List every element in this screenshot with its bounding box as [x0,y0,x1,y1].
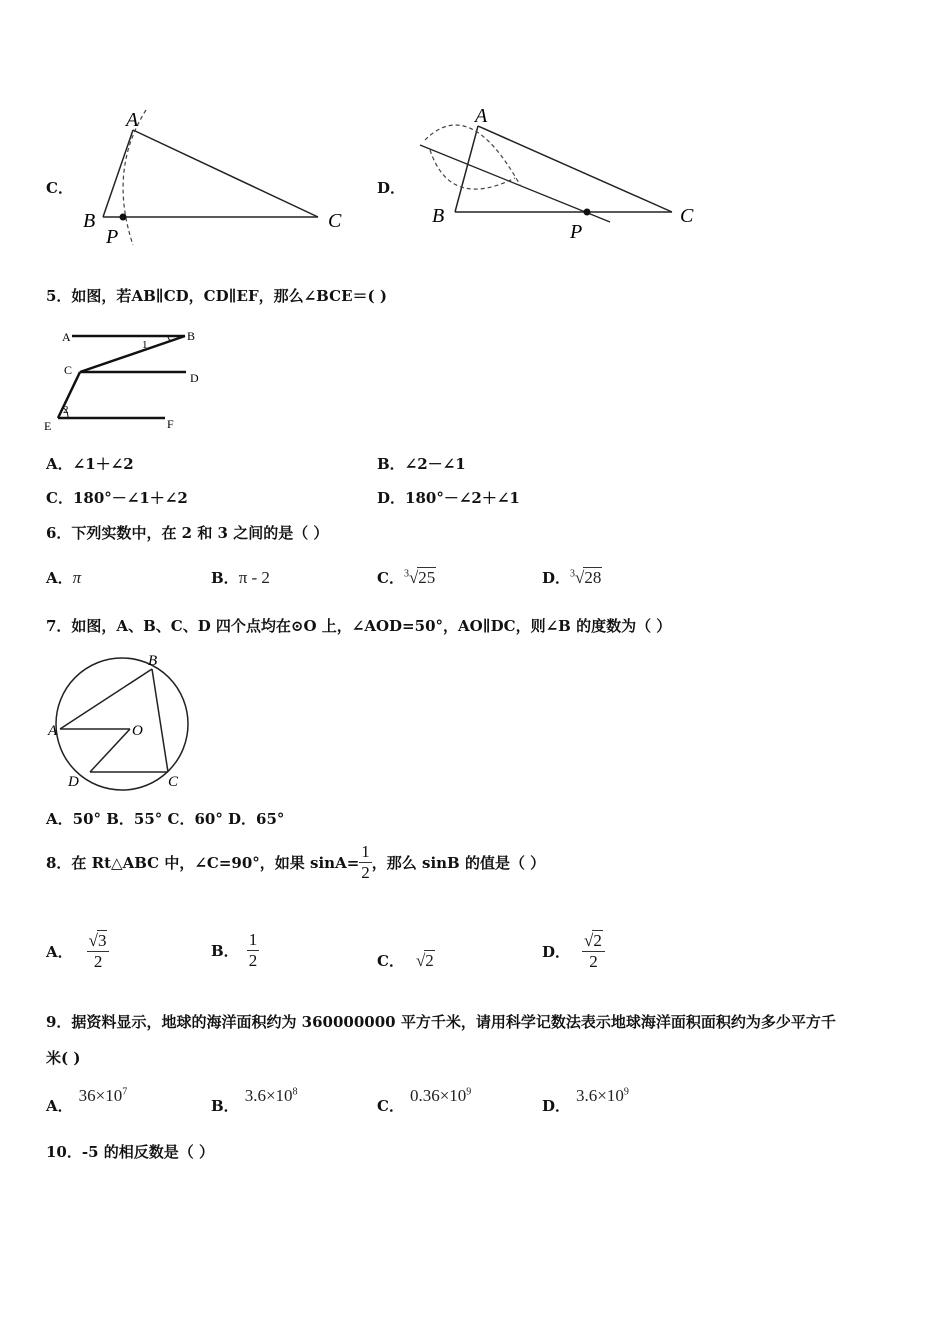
q5-stem: 5．如图，若AB∥CD，CD∥EF，那么∠BCE＝( ) [46,287,387,305]
q9-stem-line2: 米( ) [46,1049,81,1067]
q4-option-c-label: C． [46,179,73,197]
q8-stem: 8．在 Rt△ABC 中，∠C=90°，如果 sinA= $\frac{1}{2}$ ，那么 sinB 的值是（ ） [46,842,546,882]
q4-figure-d [410,100,710,250]
q5-option-a: A．∠1＋∠2 [46,455,134,473]
q6-option-b-value: π - 2 [238,568,270,587]
q5-option-d: D．180°－∠2＋∠1 [377,489,520,507]
q9-option-a: A．$36\times 10^7$ [46,1086,128,1115]
q6-stem: 6．下列实数中，在 2 和 3 之间的是（ ） [46,524,329,542]
q5-label-c: C [64,363,73,377]
q8-option-c: C． √2 [377,951,434,970]
q5-label-e: E [44,419,52,433]
q7-label-d: D [68,774,79,790]
q8-sina-num: 1 [361,842,370,861]
q7-label-a: A [48,723,58,739]
q4d-label-c: C [680,205,694,227]
q10-stem: 10．-5 的相反数是（ ） [46,1143,214,1161]
q7-label-c: C [168,774,179,790]
q8-option-a: A． $\frac{√3}{2}$ [46,930,109,972]
q4-figure-c [78,100,358,250]
q9-option-c: C．$0.36\times 10^9$ [377,1086,472,1115]
q6-option-d-value: 28 [584,568,602,587]
q7-label-o: O [132,723,143,739]
q5-option-b: B．∠2－∠1 [377,455,466,473]
q5-label-f: F [167,417,174,431]
q8-sina-den: 2 [361,863,370,882]
q4-option-d-label: D． [377,179,406,197]
q5-label-a: A [62,330,71,344]
q6-option-a-value: π [72,568,82,587]
q6-option-b: B．π - 2 [211,568,270,587]
q4c-label-b: B [83,210,96,232]
q5-label-b: B [187,329,196,343]
q8-option-d: D． $\frac{√2}{2}$ [542,930,605,972]
q4c-label-c: C [328,210,342,232]
q6-option-c: C．$^3$√25 [377,568,436,587]
q5-label-angle1: 1 [142,339,148,351]
q4d-label-a: A [475,105,488,127]
q9-stem-line1: 9．据资料显示，地球的海洋面积约为 360000000 平方千米，请用科学记数法表示地球海洋面积面积约为多少平方千 [46,1013,836,1031]
q7-label-b: B [148,653,158,669]
q7-options: A．50° B．55° C．60° D．65° [46,810,285,828]
q6-option-d: D．$^3$√28 [542,568,602,587]
q8-option-b: B． $\frac{1}{2}$ [211,930,258,970]
q7-figure [44,648,194,794]
q9-option-d: D．$3.6\times 10^9$ [542,1086,629,1115]
q4c-label-a: A [126,109,139,131]
q6-option-c-value: 25 [418,568,436,587]
q5-figure [40,322,210,434]
q4d-label-b: B [432,205,445,227]
q6-option-a: A．π [46,568,82,587]
q9-option-b: B．$3.6\times 10^8$ [211,1086,298,1115]
q7-stem: 7．如图，A、B、C、D 四个点均在⊙O 上，∠AOD=50°，AO∥DC，则∠B 的度数为（ ） [46,617,672,635]
q5-option-c: C．180°－∠1＋∠2 [46,489,188,507]
q5-label-d: D [190,371,199,385]
q4c-label-p: P [106,226,119,248]
q4d-label-p: P [570,221,583,243]
q5-label-angle2: 2 [63,404,69,416]
